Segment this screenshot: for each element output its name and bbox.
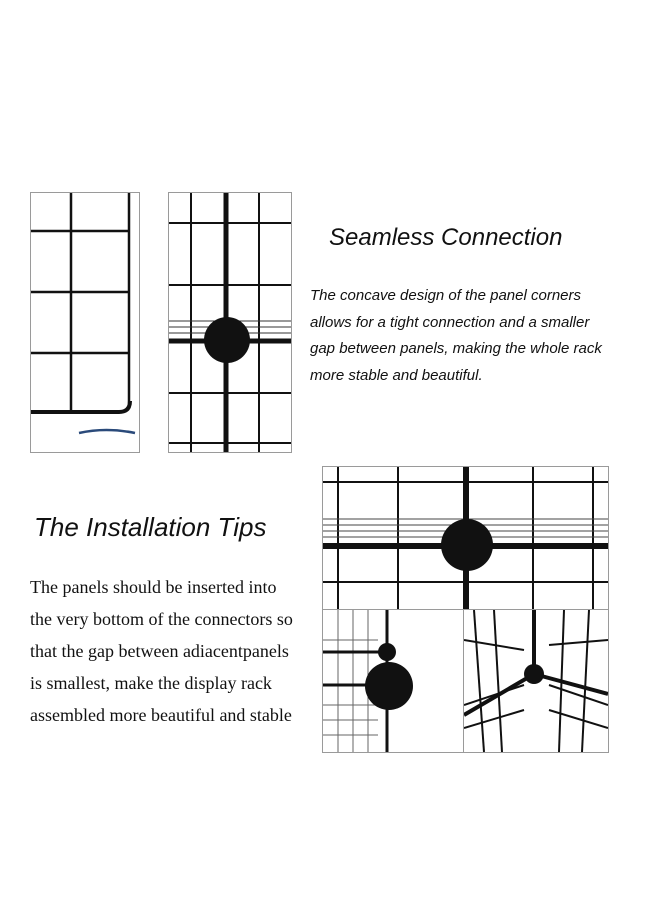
seamless-line-1: The concave design of the panel corners (310, 287, 582, 304)
seamless-connection-text (310, 283, 602, 389)
installation-line-3: that the gap between adiacentpanels (30, 641, 289, 661)
seamless-connection-title: Seamless Connection (329, 224, 563, 251)
installation-tips-text (30, 571, 293, 731)
connector-disc-icon (524, 664, 544, 684)
title-reflection (350, 262, 354, 276)
wire-panel-icon (31, 193, 139, 452)
installation-line-4: is smallest, make the display rack (30, 673, 272, 693)
seamless-line-4: more stable and beautiful. (310, 366, 483, 384)
inserted-panel-photo (322, 609, 464, 753)
panel-connector-photo (168, 192, 292, 453)
panel-corner-photo (30, 192, 140, 453)
seamless-line-2: allows for a tight connection and a smaller (310, 313, 590, 331)
shelf-connector-photo (322, 466, 609, 610)
installation-line-5: assembled more beautiful and stable (30, 705, 292, 725)
installation-line-1: The panels should be inserted into (30, 577, 277, 597)
installation-line-2: the very bottom of the connectors so (30, 609, 293, 629)
connector-disc-icon (365, 662, 413, 710)
seamless-line-3: gap between panels, making the whole rack (310, 340, 602, 357)
installation-tips-title: The Installation Tips (34, 512, 267, 542)
rack-corner-photo (463, 609, 609, 753)
connector-disc-icon (204, 317, 250, 363)
connector-disc-icon (441, 519, 493, 571)
